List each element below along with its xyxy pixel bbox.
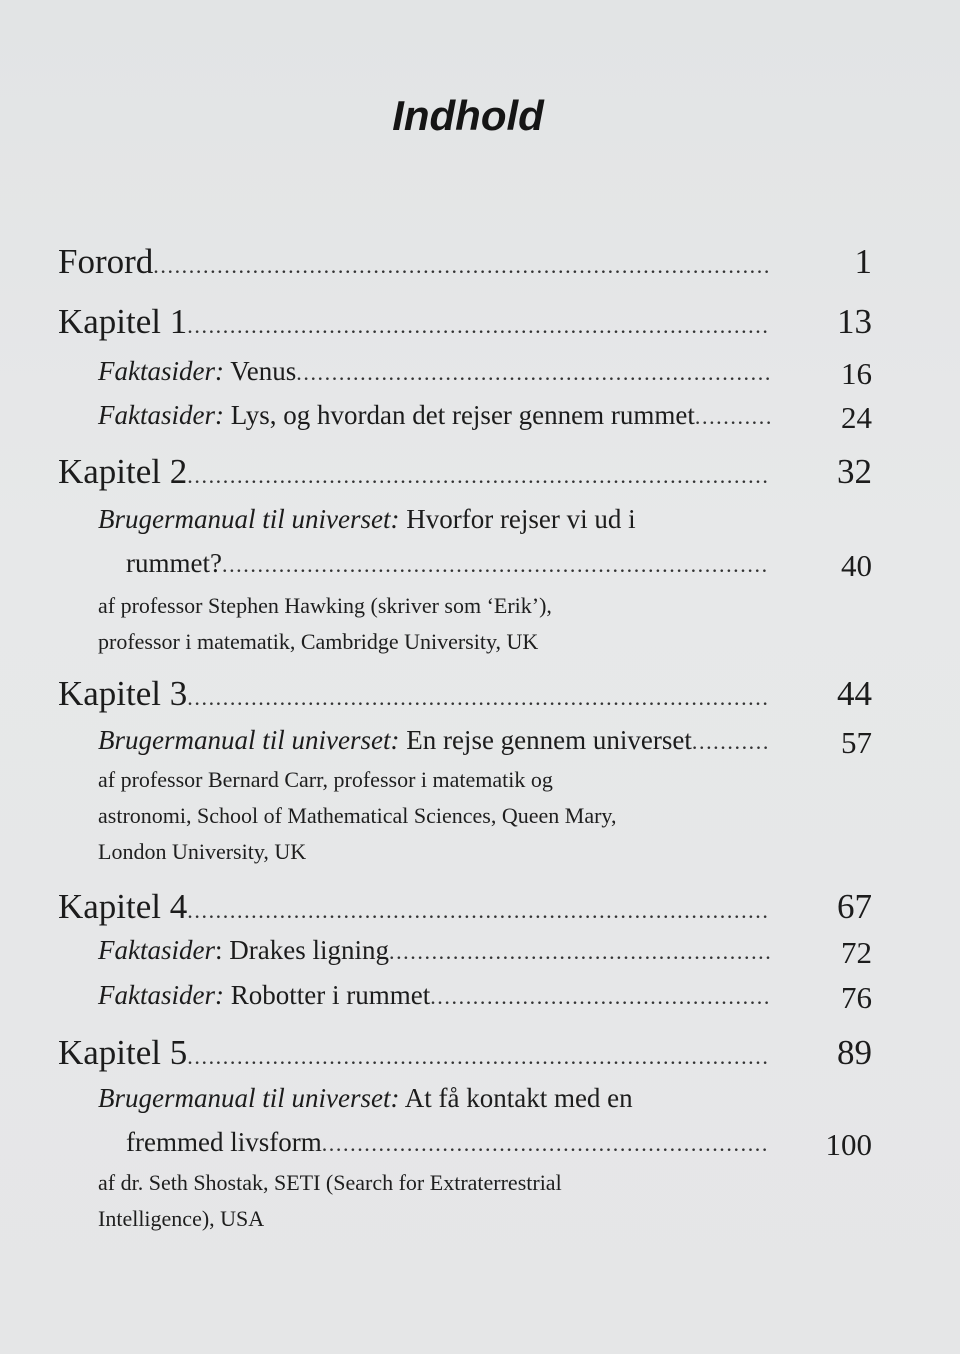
entry-prefix: Faktasider [98,935,215,965]
toc-entry-kapitel-3 [0,674,960,714]
entry-label: Kapitel 3 [58,674,188,713]
toc-subentry-continued [0,548,960,583]
entry-text: Robotter i rummet [223,980,431,1010]
dot-leader [695,404,770,430]
page-number: 72 [841,935,872,970]
page-number: 100 [825,1127,872,1162]
entry-prefix: Faktasider: [98,400,224,430]
dot-leader [187,1044,770,1070]
page-number: 89 [837,1033,872,1072]
dot-leader [187,313,770,339]
dot-leader [692,729,770,755]
toc-entry-kapitel-1 [0,302,960,342]
entry-label: Kapitel 2 [58,452,188,491]
page-title: Indhold [392,92,544,139]
dot-leader [430,984,770,1010]
toc-subentry [0,356,960,391]
toc-entry-kapitel-5 [0,1033,960,1073]
toc-subentry [0,504,960,535]
dot-leader [389,939,770,965]
page-number: 40 [841,548,872,583]
entry-prefix: Brugermanual til universet: [98,1083,400,1113]
page-number: 13 [837,302,872,341]
author-credit: af professor Stephen Hawking (skriver som ‘Erik’), professor i matematik, Cambridge University, UK [98,593,552,654]
page-number: 24 [841,400,872,435]
entry-text: At få kontakt med en [399,1083,633,1113]
entry-label: Kapitel 5 [58,1033,188,1072]
dot-leader [187,463,770,489]
toc-subentry [0,1083,960,1114]
entry-text: Venus [223,356,297,386]
entry-text: rummet? [126,548,222,578]
toc-entry-kapitel-4 [0,887,960,927]
dot-leader [322,1131,770,1157]
toc-subentry [0,400,960,435]
page-number: 32 [837,452,872,491]
entry-prefix: Brugermanual til universet: [98,504,400,534]
entry-prefix: Faktasider: [98,356,224,386]
page-number: 1 [854,242,872,281]
entry-label: Forord [58,242,154,281]
entry-label: Kapitel 1 [58,302,188,341]
entry-text: Hvorfor rejser vi ud i [399,504,636,534]
toc-entry-kapitel-2 [0,452,960,492]
toc-subentry-continued [0,1127,960,1162]
author-credit: af dr. Seth Shostak, SETI (Search for Extraterrestrial Intelligence), USA [98,1170,562,1231]
page-number: 16 [841,356,872,391]
toc-entry-forord [0,242,960,282]
page-number: 44 [837,674,872,713]
dot-leader [222,552,770,578]
dot-leader [187,685,770,711]
page-number: 57 [841,725,872,760]
toc-subentry [0,935,960,970]
entry-text: : Drakes ligning [214,935,389,965]
entry-prefix: Faktasider: [98,980,224,1010]
author-credit: af professor Bernard Carr, professor i matematik og astronomi, School of Mathematical Sciences, Queen Mary, London University, UK [98,767,617,864]
entry-text: fremmed livsform [126,1127,322,1157]
page-number: 76 [841,980,872,1015]
entry-label: Kapitel 4 [58,887,188,926]
toc-subentry [0,980,960,1015]
dot-leader [187,898,770,924]
dot-leader [153,253,770,279]
entry-text: Lys, og hvordan det rejser gennem rummet [223,400,695,430]
entry-prefix: Brugermanual til universet: [98,725,400,755]
toc-subentry [0,725,960,760]
entry-text: En rejse gennem universet [399,725,692,755]
page-number: 67 [837,887,872,926]
dot-leader [296,360,770,386]
